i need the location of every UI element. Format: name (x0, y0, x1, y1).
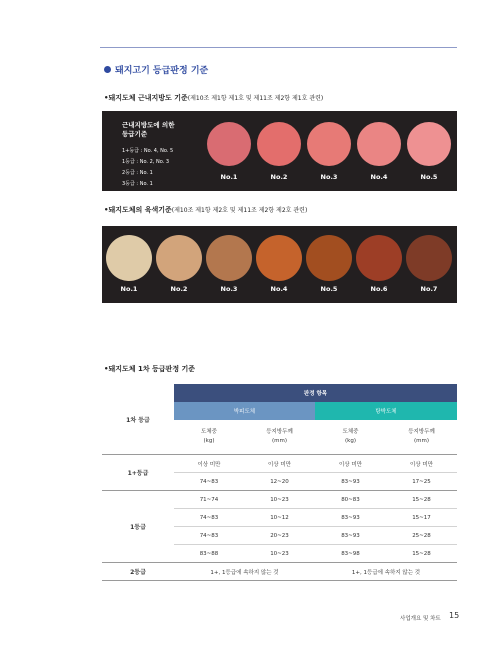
section-bullet-icon (104, 66, 111, 73)
main-header: 판정 항목 (174, 384, 457, 402)
row-grade-1: 1등급 (102, 491, 174, 563)
table-cell: 1+, 1등급에 속하지 않는 것 (174, 563, 315, 581)
top-rule (100, 47, 457, 48)
col-header: 도체중 (kg) (315, 420, 386, 455)
group-header-skinned: 박피도체 (174, 402, 315, 420)
color-label-2: No.2 (170, 285, 188, 293)
color-swatch-7 (406, 235, 452, 281)
table-cell: 25~28 (386, 527, 457, 545)
grade-heading: •돼지도체 1차 등급판정 기준 (104, 365, 196, 373)
page-number: 15 (449, 611, 460, 620)
table-cell: 10~23 (244, 491, 315, 509)
color-label-6: No.6 (370, 285, 388, 293)
color-label-5: No.5 (320, 285, 338, 293)
table-cell: 83~93 (315, 473, 386, 491)
marbling-panel (102, 111, 457, 191)
table-cell: 83~98 (315, 545, 386, 563)
color-swatch-1 (106, 235, 152, 281)
table-cell: 17~25 (386, 473, 457, 491)
table-cell: 이상 미만 (244, 455, 315, 473)
table-cell: 74~83 (174, 473, 244, 491)
row-grade-1plus: 1+등급 (102, 455, 174, 491)
table-cell: 10~23 (244, 545, 315, 563)
row-grade-2: 2등급 (102, 563, 174, 581)
col-header: 등지방두께 (mm) (386, 420, 457, 455)
marbling-swatch-3 (307, 122, 351, 166)
table-cell: 이상 미만 (386, 455, 457, 473)
color-swatch-5 (306, 235, 352, 281)
marbling-label-2: No.2 (270, 173, 288, 181)
color-swatch-4 (256, 235, 302, 281)
table-cell: 80~83 (315, 491, 386, 509)
table-cell: 71~74 (174, 491, 244, 509)
color-swatch-6 (356, 235, 402, 281)
table-cell: 이상 미만 (174, 455, 244, 473)
marbling-label-4: No.4 (370, 173, 388, 181)
color-label-4: No.4 (270, 285, 288, 293)
color-panel (102, 226, 457, 303)
marbling-heading: •돼지도체 근내지방도 기준(제10조 제1항 제1호 및 제11조 제2항 제1호 관련) (104, 94, 324, 102)
group-header-scalded: 탕박도체 (315, 402, 457, 420)
table-cell: 20~23 (244, 527, 315, 545)
marbling-swatch-5 (407, 122, 451, 166)
color-heading: •돼지도체의 육색기준(제10조 제1항 제2호 및 제11조 제2항 제2호 관련) (104, 206, 308, 214)
marbling-swatch-2 (257, 122, 301, 166)
footer-text: 사업개요 및 차트 (400, 616, 441, 622)
color-swatch-2 (156, 235, 202, 281)
table-cell: 이상 미만 (315, 455, 386, 473)
marbling-panel-title: 근내지방도에 의한 등급기준 (122, 121, 175, 138)
table-cell: 1+, 1등급에 속하지 않는 것 (315, 563, 457, 581)
table-cell: 15~28 (386, 491, 457, 509)
color-swatch-3 (206, 235, 252, 281)
table-cell: 12~20 (244, 473, 315, 491)
table-cell: 15~17 (386, 509, 457, 527)
grade-table (102, 384, 457, 581)
table-cell: 10~12 (244, 509, 315, 527)
marbling-standards: 1+등급 : No. 4, No. 5 1등급 : No. 2, No. 3 2등급 : No. 1 3등급 : No. 1 (122, 148, 174, 187)
table-cell: 15~28 (386, 545, 457, 563)
table-cell: 83~93 (315, 527, 386, 545)
marbling-label-1: No.1 (220, 173, 238, 181)
marbling-label-5: No.5 (420, 173, 438, 181)
table-cell: 83~93 (315, 509, 386, 527)
corner-header: 1차 등급 (102, 384, 174, 455)
section-title: 돼지고기 등급판정 기준 (115, 66, 209, 76)
table-cell: 83~88 (174, 545, 244, 563)
marbling-swatch-1 (207, 122, 251, 166)
color-label-7: No.7 (420, 285, 438, 293)
color-label-3: No.3 (220, 285, 238, 293)
col-header: 도체중 (kg) (174, 420, 244, 455)
table-cell: 74~83 (174, 527, 244, 545)
color-label-1: No.1 (120, 285, 138, 293)
marbling-swatch-4 (357, 122, 401, 166)
table-cell: 74~83 (174, 509, 244, 527)
col-header: 등지방두께 (mm) (244, 420, 315, 455)
marbling-label-3: No.3 (320, 173, 338, 181)
